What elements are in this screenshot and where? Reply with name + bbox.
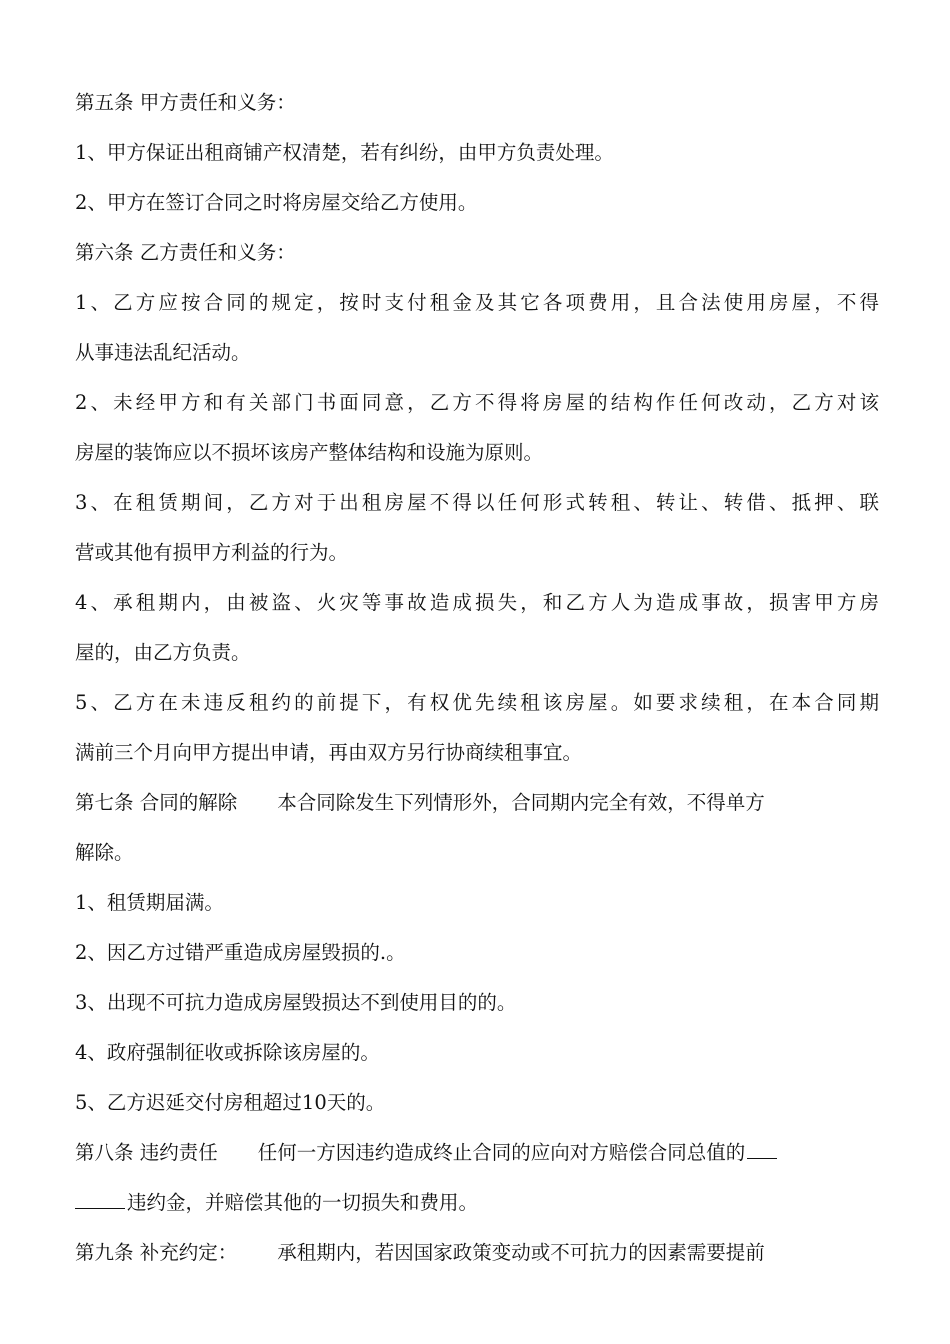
article-9-line-1 [75, 1228, 879, 1278]
article-7-item-1: 1、租赁期届满。 [75, 891, 224, 914]
article-8-text: 任何一方因违约造成终止合同的应向对方赔偿合同总值的 [257, 1141, 746, 1164]
article-7-item-2: 2、因乙方过错严重造成房屋毁损的.。 [75, 941, 406, 964]
article-6-item-3-line-1: 3、在租赁期间，乙方对于出租房屋不得以任何形式转租、转让、转借、抵押、联 [75, 491, 879, 514]
document-page [75, 78, 879, 1278]
article-6-item-4-line-1: 4、承租期内，由被盗、火灾等事故造成损失，和乙方人为造成事故，损害甲方房 [75, 591, 879, 614]
article-5-heading: 第五条 甲方责任和义务： [75, 91, 296, 114]
article-8-text-2: 违约金，并赔偿其他的一切损失和费用。 [127, 1191, 479, 1214]
article-7-item-3: 3、出现不可抗力造成房屋毁损达不到使用目的的。 [75, 991, 517, 1014]
fill-in-blank-2[interactable] [75, 1182, 125, 1209]
article-8-line-2 [75, 1178, 879, 1228]
article-7-item-5: 5、乙方迟延交付房租超过10天的。 [75, 1091, 386, 1114]
article-6-item-2-line-2: 房屋的装饰应以不损坏该房产整体结构和设施为原则。 [75, 441, 544, 464]
article-5-item-2: 2、甲方在签订合同之时将房屋交给乙方使用。 [75, 191, 478, 214]
article-7-item-4: 4、政府强制征收或拆除该房屋的。 [75, 1041, 380, 1064]
article-7-text: 本合同除发生下列情形外，合同期内完全有效，不得单方 [277, 791, 765, 814]
article-6-item-2-line-1: 2、未经甲方和有关部门书面同意，乙方不得将房屋的结构作任何改动，乙方对该 [75, 391, 879, 414]
article-6-item-1-line-1: 1、乙方应按合同的规定，按时支付租金及其它各项费用，且合法使用房屋，不得 [75, 291, 879, 314]
article-7-line-2: 解除。 [75, 841, 134, 864]
article-6-item-3-line-2: 营或其他有损甲方利益的行为。 [75, 541, 349, 564]
article-6-item-4-line-2: 屋的，由乙方负责。 [75, 641, 251, 664]
article-6-item-1-line-2: 从事违法乱纪活动。 [75, 341, 251, 364]
article-5-item-1: 1、甲方保证出租商铺产权清楚，若有纠纷，由甲方负责处理。 [75, 141, 614, 164]
fill-in-blank-1[interactable] [747, 1132, 777, 1159]
article-6-item-5-line-1: 5、乙方在未违反租约的前提下，有权优先续租该房屋。如要求续租，在本合同期 [75, 691, 879, 714]
article-9-text: 承租期内，若因国家政策变动或不可抗力的因素需要提前 [277, 1241, 765, 1264]
article-6-item-5-line-2: 满前三个月向甲方提出申请，再由双方另行协商续租事宜。 [75, 741, 583, 764]
article-9-heading: 第九条 补充约定： [75, 1241, 238, 1264]
article-7-heading: 第七条 合同的解除 [75, 791, 238, 814]
article-6-heading: 第六条 乙方责任和义务： [75, 241, 296, 264]
article-7-line-1 [75, 778, 879, 828]
article-8-heading: 第八条 违约责任 [75, 1141, 218, 1164]
article-8-line-1 [75, 1128, 879, 1178]
